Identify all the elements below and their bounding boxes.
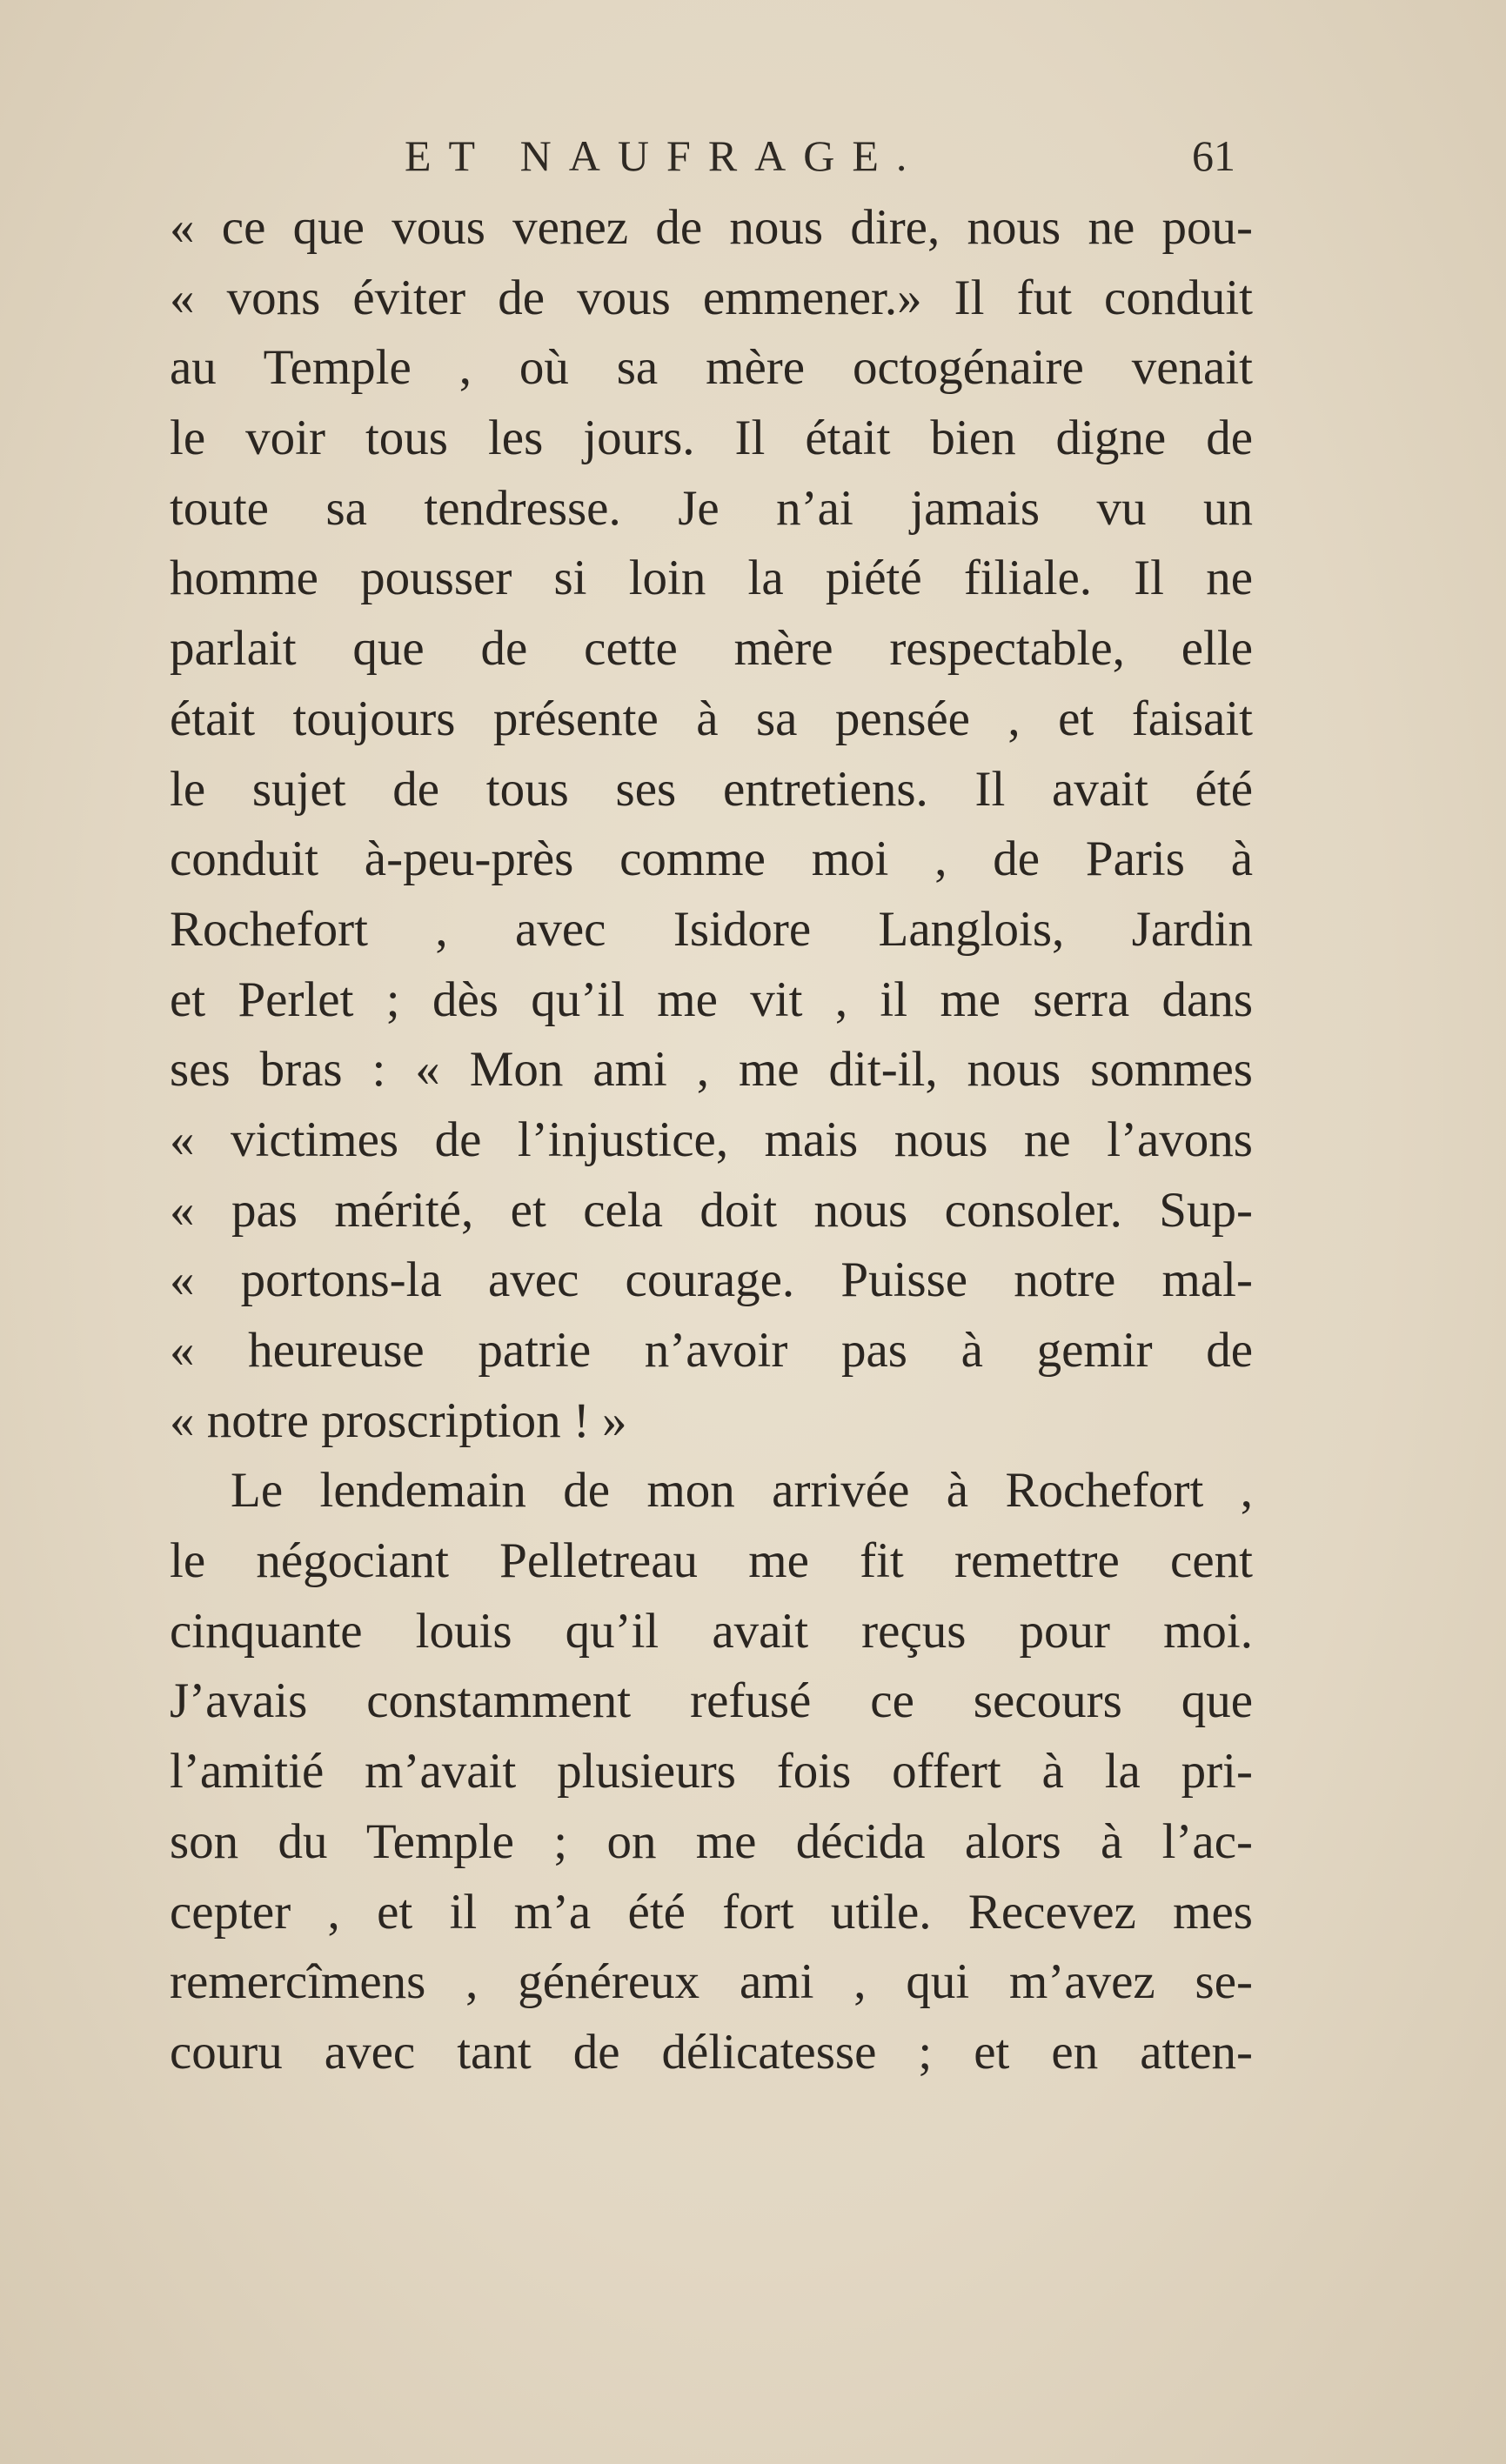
text-line: « heureuse patrie n’avoir pas à gemir de	[170, 1323, 1253, 1378]
text-line: conduit à-peu-près comme moi , de Paris à	[170, 831, 1253, 887]
page-number: 61	[1192, 131, 1235, 180]
page-header	[170, 130, 1253, 191]
running-head: ET NAUFRAGE.	[405, 131, 925, 180]
text-line: l’amitié m’avait plusieurs fois offert à la pri-	[170, 1744, 1253, 1800]
text-line: Rochefort , avec Isidore Langlois, Jardin	[170, 901, 1253, 957]
text-line: « notre proscription ! »	[170, 1392, 627, 1448]
text-line: « victimes de l’injustice, mais nous ne l’avons	[170, 1112, 1253, 1167]
text-line: était toujours présente à sa pensée , et faisait	[170, 691, 1253, 746]
text-line: le voir tous les jours. Il était bien digne de	[170, 411, 1253, 466]
text-line: au Temple , où sa mère octogénaire venait	[170, 340, 1253, 396]
text-line: parlait que de cette mère respectable, elle	[170, 621, 1253, 677]
text-line: J’avais constamment refusé ce secours que	[170, 1673, 1253, 1729]
text-line: remercîmens , généreux ami , qui m’avez se-	[170, 1954, 1253, 2010]
text-line: couru avec tant de délicatesse ; et en atten-	[170, 2024, 1253, 2080]
text-line: « portons-la avec courage. Puisse notre mal-	[170, 1252, 1253, 1308]
text-line: le négociant Pelletreau me fit remettre cent	[170, 1533, 1253, 1589]
text-line: cinquante louis qu’il avait reçus pour moi.	[170, 1603, 1253, 1659]
text-line: homme pousser si loin la piété filiale. Il ne	[170, 551, 1253, 606]
text-line: « pas mérité, et cela doit nous consoler. Sup-	[170, 1182, 1253, 1238]
body-text	[170, 193, 1253, 2088]
text-line: « vons éviter de vous emmener.» Il fut conduit	[170, 270, 1253, 325]
text-line: « ce que vous venez de nous dire, nous ne pou-	[170, 200, 1253, 255]
text-line: cepter , et il m’a été fort utile. Recevez mes	[170, 1884, 1253, 1940]
paragraph-start-line: Le lendemain de mon arrivée à Rochefort ,	[231, 1463, 1253, 1519]
text-line: ses bras : « Mon ami , me dit-il, nous sommes	[170, 1042, 1253, 1098]
text-line: toute sa tendresse. Je n’ai jamais vu un	[170, 480, 1253, 536]
text-line: le sujet de tous ses entretiens. Il avait été	[170, 761, 1253, 817]
text-line: son du Temple ; on me décida alors à l’ac-	[170, 1813, 1253, 1869]
text-line: et Perlet ; dès qu’il me vit , il me serra dans	[170, 972, 1253, 1027]
